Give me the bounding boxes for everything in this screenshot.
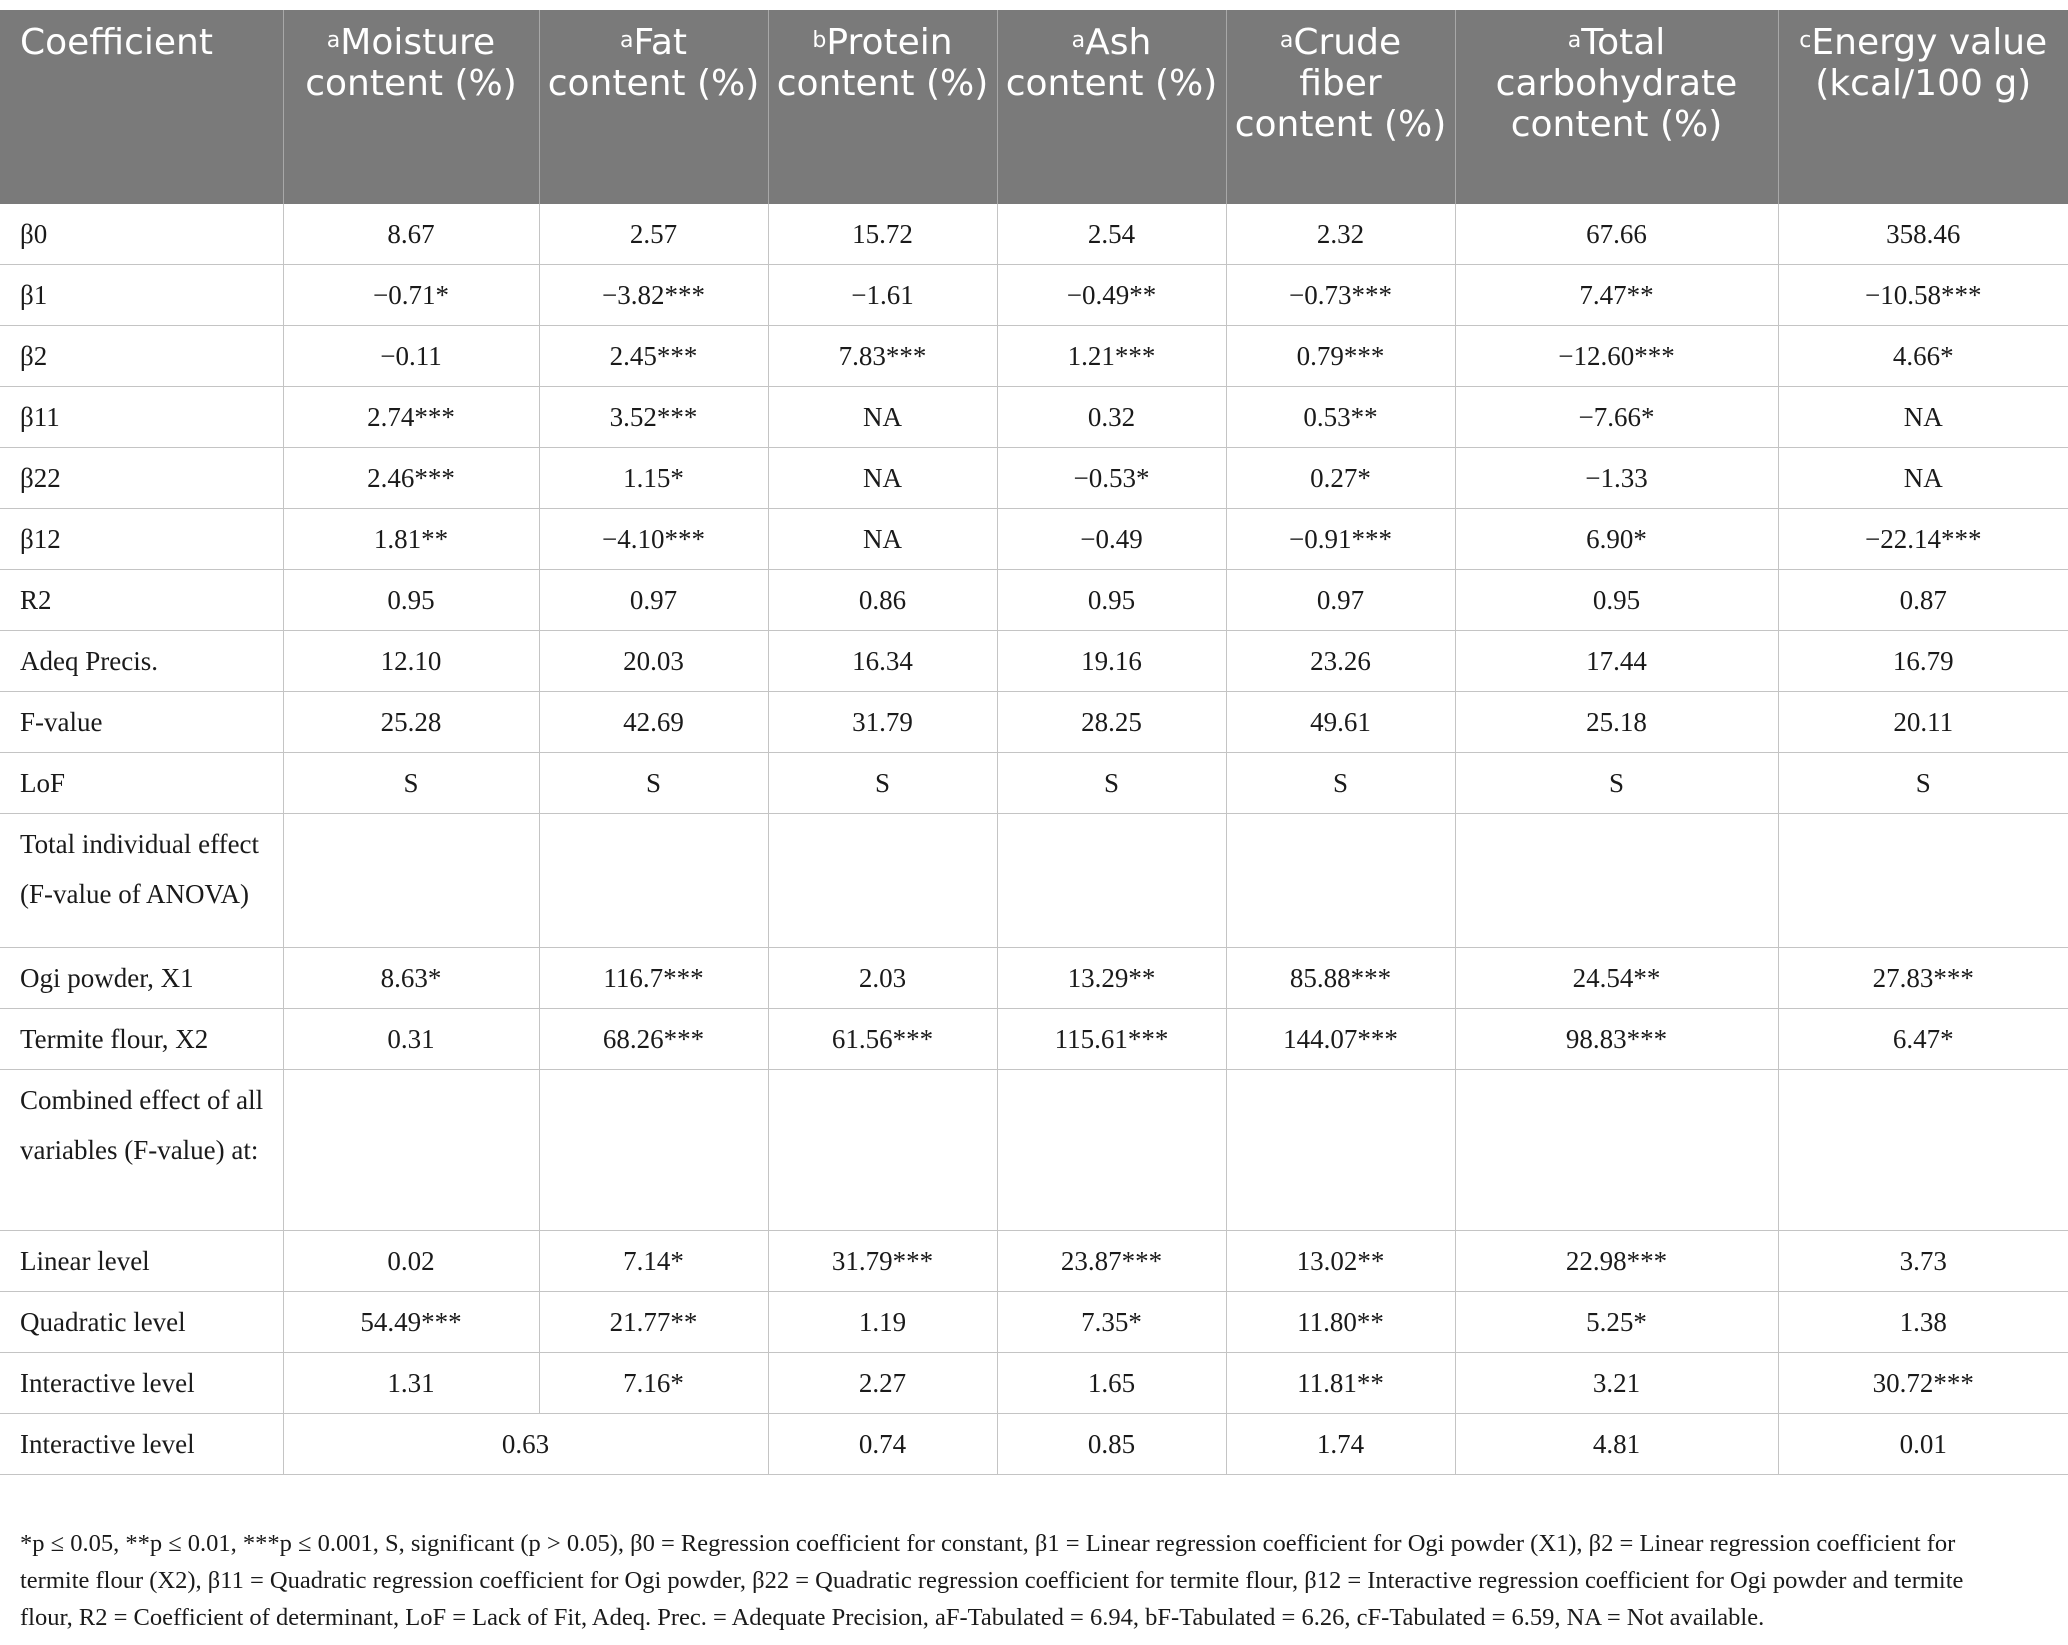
table-cell: 6.90*: [1455, 509, 1778, 570]
row-label: β2: [0, 326, 283, 387]
table-row: [0, 570, 2068, 631]
table-cell: NA: [768, 387, 997, 448]
table-cell: [997, 1070, 1226, 1231]
column-header-superscript: b: [812, 28, 827, 53]
table-cell: 0.02: [283, 1231, 539, 1292]
column-header-label: Moisture content (%): [305, 22, 517, 104]
table-cell: 0.85: [997, 1414, 1226, 1475]
row-label: Linear level: [0, 1231, 283, 1292]
row-label: F-value: [0, 692, 283, 753]
row-label: β0: [0, 204, 283, 265]
column-header-superscript: a: [619, 28, 634, 53]
table-cell: 25.28: [283, 692, 539, 753]
table-cell: NA: [768, 509, 997, 570]
table-cell: 42.69: [539, 692, 768, 753]
table-cell: −22.14***: [1778, 509, 2068, 570]
column-header-superscript: a: [326, 28, 341, 53]
table-cell: 5.25*: [1455, 1292, 1778, 1353]
table-cell: 1.21***: [997, 326, 1226, 387]
table-cell: −0.11: [283, 326, 539, 387]
table-cell: 54.49***: [283, 1292, 539, 1353]
table-cell: 2.45***: [539, 326, 768, 387]
header-row: [0, 10, 2068, 204]
table-cell: 8.67: [283, 204, 539, 265]
table-cell: 28.25: [997, 692, 1226, 753]
table-cell: 144.07***: [1226, 1009, 1455, 1070]
column-header-superscript: c: [1799, 28, 1812, 53]
table-cell: 61.56***: [768, 1009, 997, 1070]
row-label: β22: [0, 448, 283, 509]
column-header-label: Ash content (%): [1005, 22, 1218, 104]
table-cell: S: [539, 753, 768, 814]
table-cell: 7.14*: [539, 1231, 768, 1292]
table-cell: [1226, 814, 1455, 948]
table-cell: 98.83***: [1455, 1009, 1778, 1070]
table-row: [0, 1353, 2068, 1414]
table-cell: NA: [1778, 448, 2068, 509]
table-cell: [283, 1070, 539, 1231]
table-cell: 20.11: [1778, 692, 2068, 753]
table-cell: 1.65: [997, 1353, 1226, 1414]
table-row: [0, 1009, 2068, 1070]
table-cell: −0.49: [997, 509, 1226, 570]
table-row: [0, 448, 2068, 509]
table-cell: 31.79***: [768, 1231, 997, 1292]
table-cell: −0.71*: [283, 265, 539, 326]
row-label: β1: [0, 265, 283, 326]
table-cell: 7.35*: [997, 1292, 1226, 1353]
table-cell: 68.26***: [539, 1009, 768, 1070]
table-row: [0, 814, 2068, 948]
table-row: [0, 265, 2068, 326]
table-cell: 1.81**: [283, 509, 539, 570]
table-cell: 67.66: [1455, 204, 1778, 265]
column-header-superscript: a: [1279, 28, 1294, 53]
table-cell: 24.54**: [1455, 948, 1778, 1009]
table-cell: −10.58***: [1778, 265, 2068, 326]
table-row: [0, 753, 2068, 814]
table-cell: [539, 814, 768, 948]
table-cell: [768, 814, 997, 948]
table-cell: S: [1226, 753, 1455, 814]
table-cell: −1.61: [768, 265, 997, 326]
table-cell: 23.26: [1226, 631, 1455, 692]
table-cell: 0.95: [1455, 570, 1778, 631]
table-cell: [1226, 1070, 1455, 1231]
table-cell: 3.52***: [539, 387, 768, 448]
table-cell: 2.57: [539, 204, 768, 265]
table-cell: −0.91***: [1226, 509, 1455, 570]
table-cell: 2.03: [768, 948, 997, 1009]
table-cell: 19.16: [997, 631, 1226, 692]
table-row: [0, 1231, 2068, 1292]
table-cell: 0.63: [283, 1414, 768, 1475]
row-label: Ogi powder, X1: [0, 948, 283, 1009]
column-header-3: [768, 10, 997, 204]
table-cell: 2.46***: [283, 448, 539, 509]
table-cell: 0.95: [997, 570, 1226, 631]
table-cell: S: [997, 753, 1226, 814]
table-cell: 17.44: [1455, 631, 1778, 692]
row-label: Combined effect of all variables (F-value) at:: [0, 1070, 283, 1231]
table-cell: −12.60***: [1455, 326, 1778, 387]
column-header-label: Coefficient: [20, 22, 213, 63]
table-cell: −0.73***: [1226, 265, 1455, 326]
table-cell: 15.72: [768, 204, 997, 265]
table-cell: S: [1778, 753, 2068, 814]
table-row: [0, 204, 2068, 265]
column-header-superscript: a: [1071, 28, 1086, 53]
table-cell: S: [283, 753, 539, 814]
table-cell: 4.81: [1455, 1414, 1778, 1475]
row-label: β12: [0, 509, 283, 570]
table-row: [0, 1292, 2068, 1353]
column-header-label: Total carbohydrate content (%): [1495, 22, 1738, 145]
regression-table-container: [0, 10, 2068, 1475]
table-cell: 21.77**: [539, 1292, 768, 1353]
table-cell: 27.83***: [1778, 948, 2068, 1009]
table-cell: [997, 814, 1226, 948]
table-cell: 7.83***: [768, 326, 997, 387]
table-cell: 2.32: [1226, 204, 1455, 265]
table-cell: [283, 814, 539, 948]
column-header-superscript: a: [1567, 28, 1582, 53]
table-cell: [1778, 1070, 2068, 1231]
table-cell: 2.54: [997, 204, 1226, 265]
table-cell: 23.87***: [997, 1231, 1226, 1292]
column-header-2: [539, 10, 768, 204]
table-cell: NA: [1778, 387, 2068, 448]
table-cell: [1455, 1070, 1778, 1231]
table-cell: 0.86: [768, 570, 997, 631]
column-header-7: [1778, 10, 2068, 204]
table-cell: 12.10: [283, 631, 539, 692]
footnote-line-1: *p ≤ 0.05, **p ≤ 0.01, ***p ≤ 0.001, S, significant (p > 0.05), β0 = Regression coefficient for constant, β1 = Linear regression coefficient for Ogi powder (X1), β2 = Linear regression coefficient for: [20, 1530, 1956, 1557]
table-row: [0, 948, 2068, 1009]
table-row: [0, 1414, 2068, 1475]
row-label: LoF: [0, 753, 283, 814]
table-cell: 116.7***: [539, 948, 768, 1009]
table-cell: 30.72***: [1778, 1353, 2068, 1414]
table-cell: 0.27*: [1226, 448, 1455, 509]
table-cell: 6.47*: [1778, 1009, 2068, 1070]
table-cell: 25.18: [1455, 692, 1778, 753]
table-cell: 20.03: [539, 631, 768, 692]
table-cell: 11.80**: [1226, 1292, 1455, 1353]
table-body: [0, 204, 2068, 1475]
table-cell: 16.34: [768, 631, 997, 692]
table-cell: 16.79: [1778, 631, 2068, 692]
table-cell: 2.27: [768, 1353, 997, 1414]
table-cell: −0.49**: [997, 265, 1226, 326]
row-label: Termite flour, X2: [0, 1009, 283, 1070]
table-cell: 3.21: [1455, 1353, 1778, 1414]
table-cell: 1.19: [768, 1292, 997, 1353]
column-header-label: Protein content (%): [776, 22, 989, 104]
table-header: [0, 10, 2068, 204]
table-row: [0, 509, 2068, 570]
table-row: [0, 387, 2068, 448]
table-row: [0, 1070, 2068, 1231]
table-cell: 1.31: [283, 1353, 539, 1414]
table-cell: [539, 1070, 768, 1231]
table-cell: 13.29**: [997, 948, 1226, 1009]
column-header-4: [997, 10, 1226, 204]
column-header-label: Energy value (kcal/100 g): [1811, 22, 2048, 104]
table-cell: 1.15*: [539, 448, 768, 509]
row-label: Adeq Precis.: [0, 631, 283, 692]
table-cell: 2.74***: [283, 387, 539, 448]
table-row: [0, 631, 2068, 692]
table-cell: 0.53**: [1226, 387, 1455, 448]
table-cell: −4.10***: [539, 509, 768, 570]
table-cell: 0.97: [1226, 570, 1455, 631]
table-cell: −1.33: [1455, 448, 1778, 509]
row-label: Interactive level: [0, 1353, 283, 1414]
table-row: [0, 326, 2068, 387]
table-cell: 0.97: [539, 570, 768, 631]
table-cell: S: [768, 753, 997, 814]
table-cell: [1455, 814, 1778, 948]
table-cell: 0.74: [768, 1414, 997, 1475]
table-cell: [768, 1070, 997, 1231]
row-label: β11: [0, 387, 283, 448]
table-cell: −3.82***: [539, 265, 768, 326]
table-cell: 7.47**: [1455, 265, 1778, 326]
table-cell: 0.01: [1778, 1414, 2068, 1475]
table-cell: 31.79: [768, 692, 997, 753]
row-label: R2: [0, 570, 283, 631]
row-label: Interactive level: [0, 1414, 283, 1475]
column-header-label: Crude fiber content (%): [1234, 22, 1447, 145]
table-footnote: [20, 1525, 2060, 1636]
table-cell: 1.38: [1778, 1292, 2068, 1353]
table-cell: 8.63*: [283, 948, 539, 1009]
column-header-0: [0, 10, 283, 204]
table-cell: [1778, 814, 2068, 948]
footnote-line-3: flour, R2 = Coefficient of determinant, LoF = Lack of Fit, Adeq. Prec. = Adequate Precision, aF-Tabulated = 6.94, bF-Tabulated = 6.26, cF-Tabulated = 6.59, NA = Not available.: [20, 1604, 1765, 1631]
table-cell: 1.74: [1226, 1414, 1455, 1475]
table-cell: 0.87: [1778, 570, 2068, 631]
column-header-6: [1455, 10, 1778, 204]
table-cell: 115.61***: [997, 1009, 1226, 1070]
footnote-line-2: termite flour (X2), β11 = Quadratic regression coefficient for Ogi powder, β22 = Quadratic regression coefficient for termite flour, β12 = Interactive regression coefficient for Ogi powder and termite: [20, 1567, 1964, 1594]
table-cell: 3.73: [1778, 1231, 2068, 1292]
column-header-label: Fat content (%): [547, 22, 760, 104]
table-cell: NA: [768, 448, 997, 509]
table-cell: 358.46: [1778, 204, 2068, 265]
regression-table: [0, 10, 2068, 1475]
table-cell: 22.98***: [1455, 1231, 1778, 1292]
table-cell: S: [1455, 753, 1778, 814]
table-cell: 13.02**: [1226, 1231, 1455, 1292]
table-cell: 0.32: [997, 387, 1226, 448]
table-cell: 11.81**: [1226, 1353, 1455, 1414]
table-cell: 0.79***: [1226, 326, 1455, 387]
table-cell: 7.16*: [539, 1353, 768, 1414]
row-label: Total individual effect (F-value of ANOVA): [0, 814, 283, 948]
row-label: Quadratic level: [0, 1292, 283, 1353]
column-header-1: [283, 10, 539, 204]
table-cell: 4.66*: [1778, 326, 2068, 387]
table-cell: −7.66*: [1455, 387, 1778, 448]
column-header-5: [1226, 10, 1455, 204]
table-cell: 85.88***: [1226, 948, 1455, 1009]
table-cell: 49.61: [1226, 692, 1455, 753]
table-cell: 0.31: [283, 1009, 539, 1070]
table-cell: −0.53*: [997, 448, 1226, 509]
table-row: [0, 692, 2068, 753]
table-cell: 0.95: [283, 570, 539, 631]
